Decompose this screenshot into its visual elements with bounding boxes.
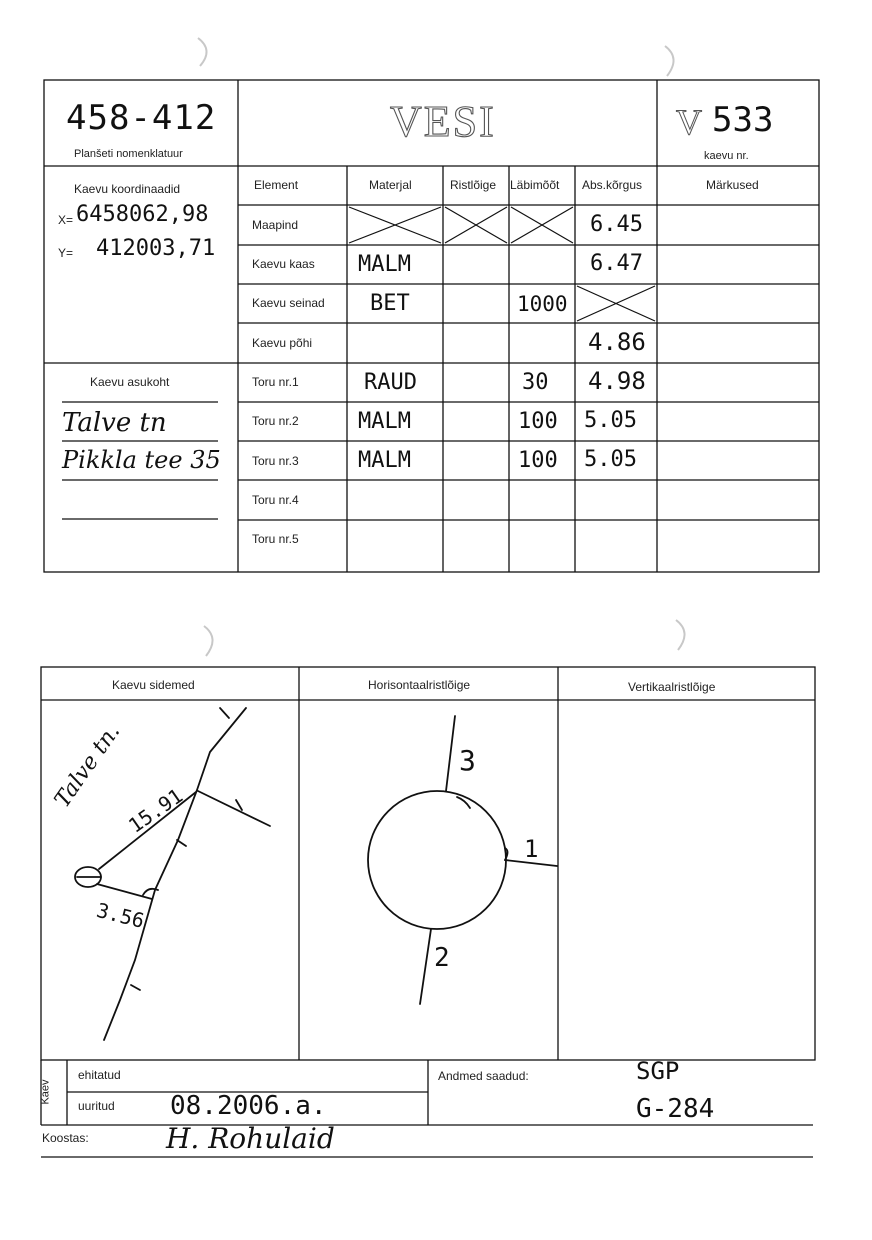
row-material: BET — [370, 291, 410, 316]
row-element: Kaevu kaas — [252, 257, 315, 271]
well-prefix: V — [676, 102, 702, 142]
header-element: Element — [254, 178, 299, 192]
row-element: Toru nr.5 — [252, 532, 299, 546]
location-label: Kaevu asukoht — [90, 375, 170, 389]
row-diameter: 100 — [518, 448, 558, 473]
row-material: MALM — [358, 252, 411, 277]
data-value-2: G-284 — [636, 1094, 715, 1124]
pipe-label-3: 3 — [459, 744, 476, 777]
pipe-label-1: 1 — [524, 835, 539, 863]
row-diameter: 1000 — [517, 292, 568, 316]
y-label: Y= — [58, 246, 74, 260]
sketch-header-vertical: Vertikaalristlõige — [628, 680, 716, 694]
x-value: 6458062,98 — [76, 202, 209, 227]
location-line-1: Talve tn — [62, 408, 167, 438]
row-height: 5.05 — [584, 447, 637, 472]
location-line-2: Pikkla tee 35 — [62, 446, 221, 474]
built-label: ehitatud — [78, 1068, 121, 1082]
header-abs-height: Abs.kõrgus — [582, 178, 643, 192]
kaev-label: Kaev — [39, 1079, 52, 1105]
surveyed-value: 08.2006.a. — [170, 1091, 327, 1121]
row-material: RAUD — [364, 370, 417, 395]
nomenclature-value: 458-412 — [66, 98, 217, 138]
row-material: MALM — [358, 448, 411, 473]
y-value: 412003,71 — [96, 236, 216, 261]
row-element: Toru nr.4 — [252, 493, 299, 507]
well-label: kaevu nr. — [704, 150, 749, 162]
header-notes: Märkused — [706, 178, 759, 192]
row-element: Toru nr.2 — [252, 414, 299, 428]
row-element: Toru nr.1 — [252, 375, 299, 389]
coords-label: Kaevu koordinaadid — [74, 182, 181, 196]
compiled-value: H. Rohulaid — [166, 1122, 335, 1155]
row-diameter: 30 — [522, 370, 549, 395]
row-element: Toru nr.3 — [252, 454, 299, 468]
row-element: Maapind — [252, 218, 299, 232]
header-diameter: Läbimõõt — [510, 178, 560, 192]
pipe-label-2: 2 — [434, 943, 450, 973]
row-element: Kaevu põhi — [252, 336, 313, 350]
header-material: Materjal — [369, 178, 412, 192]
surveyed-label: uuritud — [78, 1099, 115, 1113]
nomenclature-label: Planšeti nomenklatuur — [74, 148, 183, 160]
row-height: 4.86 — [588, 328, 646, 356]
dimension-1: 15.91 — [124, 783, 188, 838]
row-height: 6.47 — [590, 251, 643, 276]
data-value-1: SGP — [636, 1057, 680, 1085]
row-height: 6.45 — [590, 212, 643, 237]
row-height: 5.05 — [584, 408, 637, 433]
well-value: 533 — [712, 100, 774, 140]
x-label: X= — [58, 213, 74, 227]
street-label: Talve tn. — [50, 719, 126, 813]
row-material: MALM — [358, 409, 411, 434]
sketch-header-connections: Kaevu sidemed — [112, 678, 195, 692]
data-label: Andmed saadud: — [438, 1069, 529, 1083]
sketch-header-horizontal: Horisontaalristlõige — [368, 678, 471, 692]
dimension-2: 3.56 — [94, 898, 147, 933]
title: VESI — [390, 97, 496, 146]
row-element: Kaevu seinad — [252, 296, 325, 310]
row-diameter: 100 — [518, 409, 558, 434]
header-cross-section: Ristlõige — [450, 178, 497, 192]
compiled-label: Koostas: — [42, 1131, 89, 1145]
row-height: 4.98 — [588, 367, 646, 395]
